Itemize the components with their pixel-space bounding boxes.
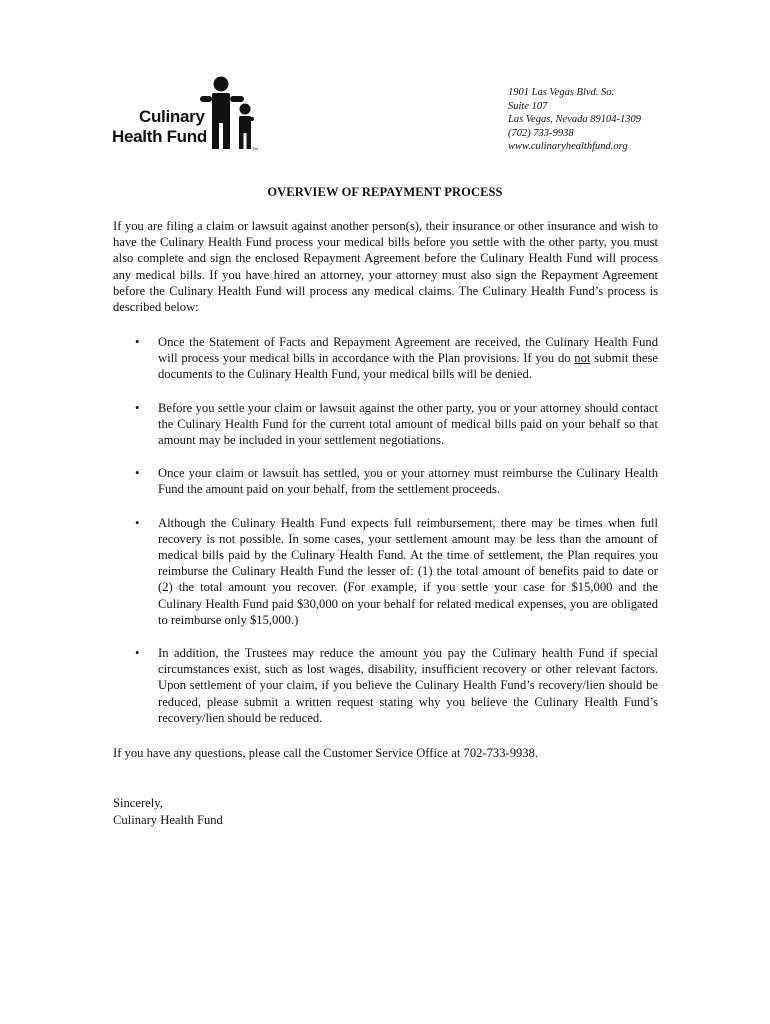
- address-website: www.culinaryhealthfund.org: [508, 141, 628, 153]
- contact-paragraph: If you have any questions, please call the Customer Service Office at 702-733-9938.: [113, 746, 539, 760]
- bullet-icon: •: [135, 646, 140, 661]
- list-item: [113, 334, 658, 383]
- bullet-text: Once your claim or lawsuit has settled, you or your attorney must reimburse the Culinary Health Fund the amount paid on your behalf, from the settlement proceeds.: [158, 466, 658, 497]
- document-title: OVERVIEW OF REPAYMENT PROCESS: [267, 185, 503, 199]
- list-item: [113, 515, 658, 628]
- list-item: [113, 400, 658, 449]
- bullet-text-part: Once the Statement of Facts and Repayment Agreement are received, the Culinary Health Fund will process your medical bills in accordance with the Plan provisions. If you do: [158, 335, 658, 366]
- salutation: Sincerely,: [113, 796, 163, 810]
- address-street: 1901 Las Vegas Blvd. So.: [508, 87, 615, 98]
- intro-paragraph: If you are filing a claim or lawsuit against another person(s), their insurance or other insurance and wish to have the Culinary Health Fund process your medical bills before you settle with the other party, you must also complete and sign the enclosed Repayment Agreement before the Culinary Health Fund will process any medical bills. If you have hired an attorney, your attorney must also sign the Repayment Agreement before the Culinary Health Fund will process any medical claims. The Culinary Health Fund’s process is described below:: [113, 219, 658, 315]
- bullet-icon: •: [135, 515, 140, 530]
- bullet-text: Before you settle your claim or lawsuit against the other party, you or your attorney should contact the Culinary Health Fund for the current total amount of medical bills paid on your behalf so that amount may be included in your settlement negotiations.: [158, 400, 658, 448]
- bullet-text: In addition, the Trustees may reduce the amount you pay the Culinary health Fund if special circumstances exist, such as lost wages, disability, insufficient recovery or other relevant factors. Upon settlement of your claim, if you believe the Culinary Health Fund’s recovery/lien should be reduced, please submit a written request stating why you believe the Culinary Health Fund’s recovery/lien should be reduced.: [158, 646, 658, 725]
- list-item: [113, 465, 658, 497]
- signoff-block: [113, 795, 223, 829]
- address-suite: Suite 107: [508, 100, 548, 112]
- process-bullet-list: [113, 334, 658, 743]
- letterhead-address: [508, 86, 641, 154]
- logo-word-culinary: Culinary: [139, 107, 205, 126]
- bullet-text: Although the Culinary Health Fund expects full reimbursement, there may be times when full recovery is not possible. In some cases, your settlement amount may be less than the amount of medical bills paid by the Culinary Health Fund. At the time of settlement, the Plan requires you reimburse the Culinary Health Fund the lesser of: (1) the total amount of benefits paid to date or (2) the total amount you recover. (For example, if you settle your case for $15,000 and the Culinary Health Fund paid $30,000 on your behalf for related medical expenses, you are obligated to reimburse only $15,000.): [158, 515, 658, 627]
- signer-name: Culinary Health Fund: [113, 813, 223, 827]
- logo-word-health-fund: Health Fund: [112, 127, 207, 146]
- bullet-icon: •: [135, 466, 140, 481]
- bullet-text-part: submit these documents to the Culinary Health Fund, your medical bills will be denied.: [158, 351, 658, 382]
- address-phone: (702) 733-9938: [508, 127, 574, 139]
- list-item: [113, 645, 658, 726]
- bullet-icon: •: [135, 335, 140, 349]
- underlined-word: not: [574, 351, 591, 366]
- address-city: Las Vegas, Nevada 89104-1309: [508, 114, 641, 126]
- bullet-icon: •: [135, 400, 140, 415]
- culinary-health-fund-logo: [112, 76, 264, 154]
- trademark-mark: TM: [252, 146, 258, 151]
